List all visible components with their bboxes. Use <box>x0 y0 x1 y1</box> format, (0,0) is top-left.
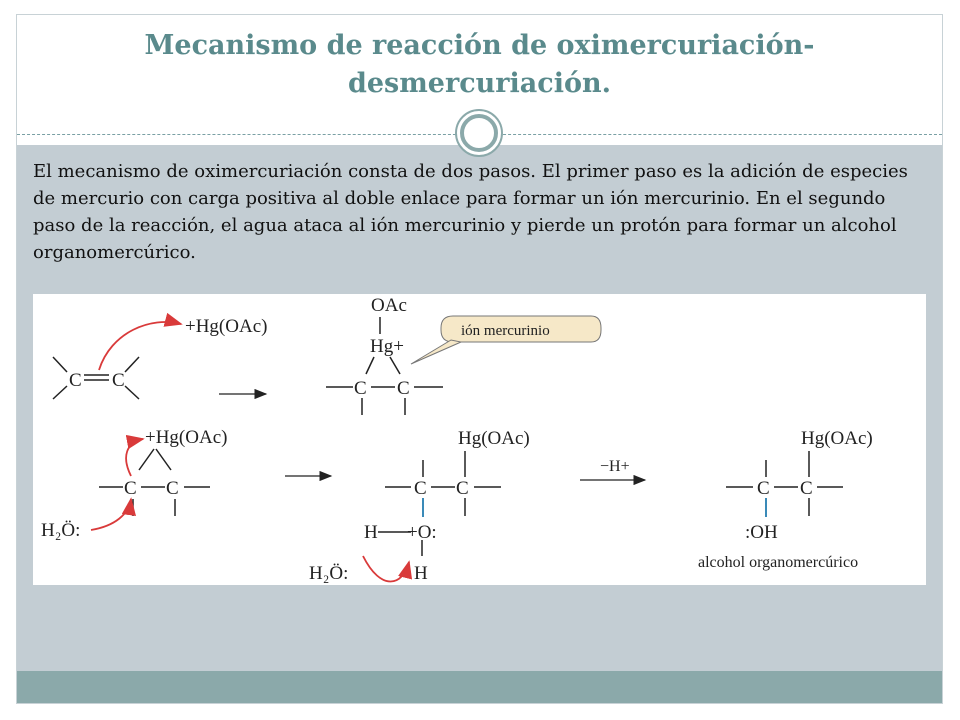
product-label: alcohol organomercúrico <box>698 554 859 571</box>
step3-h-left: H <box>364 522 378 543</box>
circle-ornament-icon <box>454 108 504 158</box>
title-line-1: Mecanismo de reacción de oximercuriación- <box>144 30 815 61</box>
step3-hg-oac: Hg(OAc) <box>458 428 530 449</box>
mechanism-svg <box>33 294 926 585</box>
curved-arrow-3 <box>91 499 131 530</box>
water-1: H₂Ö: <box>41 520 81 541</box>
reaction-mechanism-diagram <box>33 294 926 585</box>
carbon-b: C <box>397 378 410 399</box>
reagent-hg-oac: +Hg(OAc) <box>185 316 268 337</box>
hg-plus-label: Hg+ <box>370 336 404 357</box>
oac-label: OAc <box>371 295 407 316</box>
step3-oxonium: +O: <box>407 522 437 543</box>
slide-frame <box>16 14 943 704</box>
description-text: El mecanismo de oximercuriación consta de dos pasos. El primer paso es la adición de especies de mercurio con carga positiva al doble enlace para formar un ión mercurinio. En el segundo paso de la reacción, el agua ataca al ión mercurinio y pierde un protón para formar un alcohol organomercúrico. <box>33 161 908 263</box>
step3-carbon-a: C <box>414 478 427 499</box>
curved-arrow-4 <box>363 556 409 582</box>
curved-arrow-1 <box>99 322 181 370</box>
product-hg-oac: Hg(OAc) <box>801 428 873 449</box>
step3-h-bottom: H <box>414 563 428 584</box>
title-line-2: desmercuriación. <box>347 68 611 99</box>
alkene-carbon-2: C <box>112 370 125 391</box>
product-oh: :OH <box>745 522 778 543</box>
step2-hg-oac: +Hg(OAc) <box>145 427 228 448</box>
step2-carbon-b: C <box>166 478 179 499</box>
minus-h-label: −H+ <box>600 458 630 475</box>
alkene-structure <box>53 357 139 399</box>
slide-title <box>17 27 942 103</box>
product-carbon-a: C <box>757 478 770 499</box>
water-2: H₂Ö: <box>309 563 349 584</box>
step3-carbon-b: C <box>456 478 469 499</box>
step2-carbon-a: C <box>124 478 137 499</box>
carbon-a: C <box>354 378 367 399</box>
product-carbon-b: C <box>800 478 813 499</box>
callout-label: ión mercurinio <box>461 323 550 339</box>
curved-arrow-2 <box>126 439 143 476</box>
alkene-carbon-1: C <box>69 370 82 391</box>
footer-band <box>17 671 942 704</box>
